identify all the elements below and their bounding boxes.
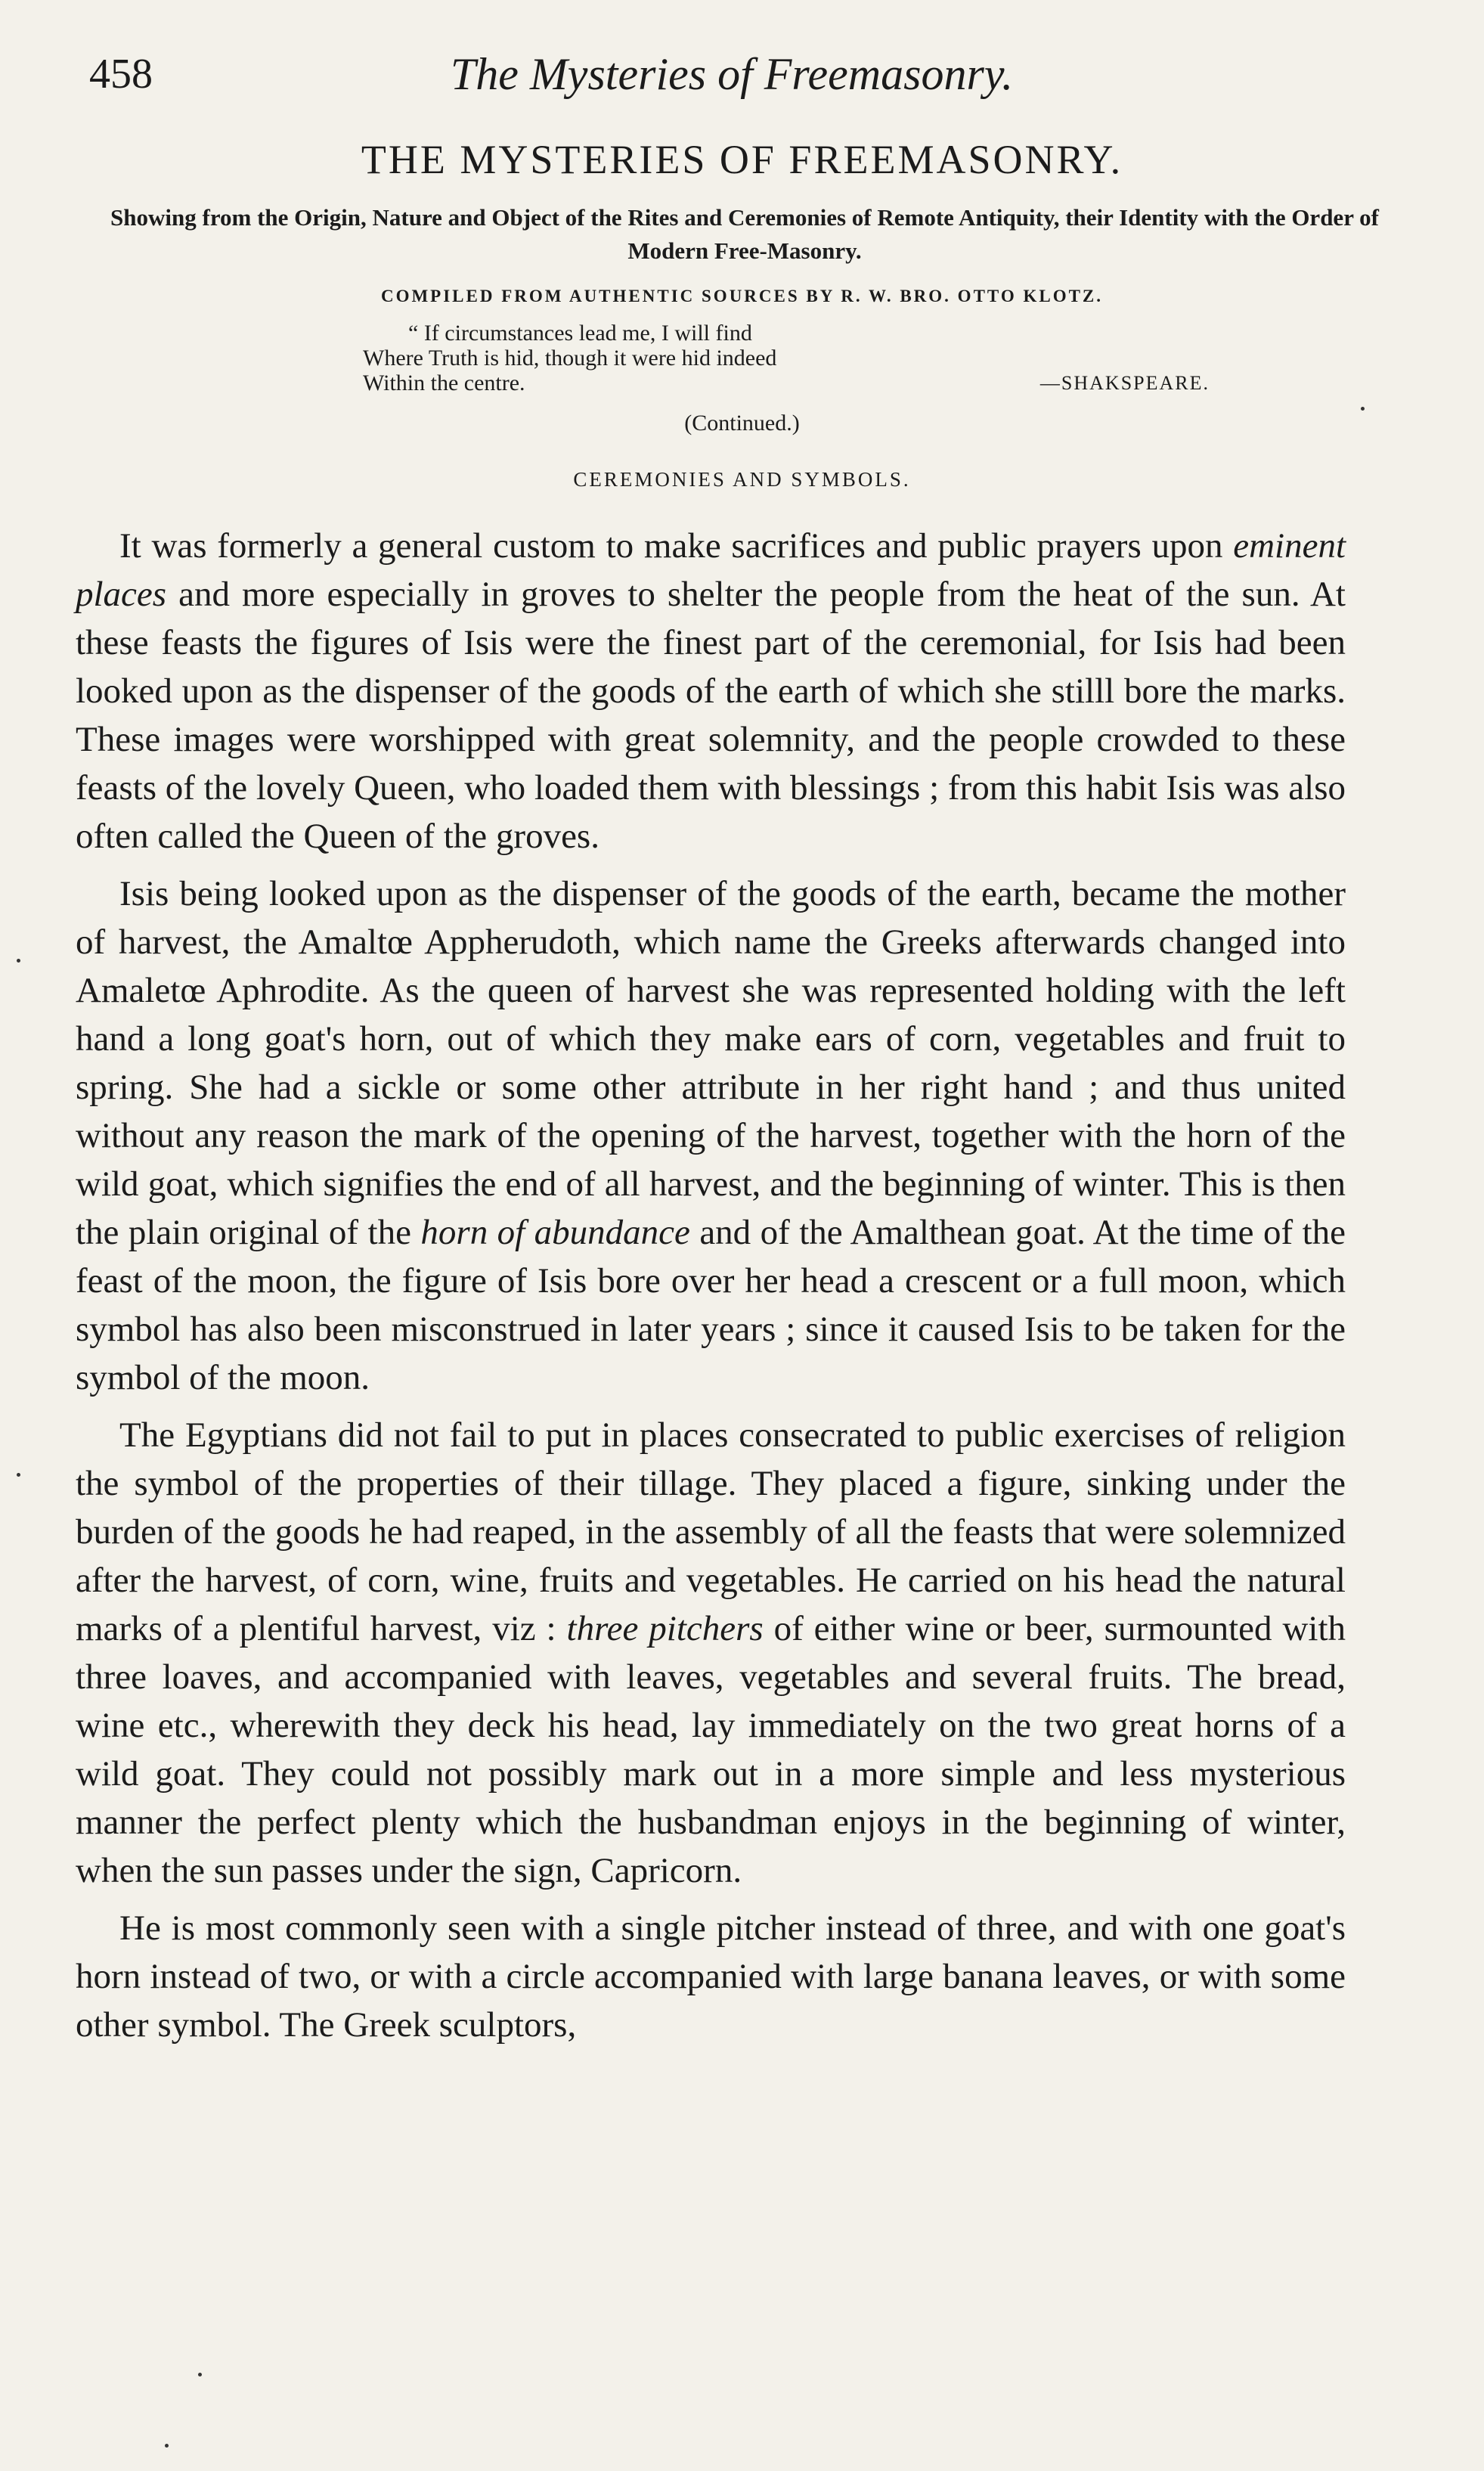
epigraph-line-1: “ If circumstances lead me, I will find	[408, 321, 752, 346]
paragraph-2-text-a: Isis being looked upon as the dispenser of the goods of the earth, became the mother of harvest, the Amaltœ Appherudoth, which name the Greeks afterwards changed into Amaletœ Aphrodite. As the queen of harvest she was represented holding with the left hand a long goat's horn, out of which they make ears of corn, vegetables and fruit to spring. She had a sickle or some other attribute in her right hand ; and thus united without any reason the mark of the opening of the harvest, together with the horn of the wild goat, which signifies the end of all harvest, and the beginning of winter. This is then the plain original of the	[76, 874, 1346, 1252]
paragraph-2-italic: horn of abundance	[420, 1213, 690, 1252]
paragraph-1-text-c: and more especially in groves to shelter the people from the heat of the sun. At these feasts the figures of Isis were the finest part of the ceremonial, for Isis had been looked upon as the dispenser of the goods of the earth of which she stilll bore the marks. These images were worshipped with great solemnity, and the people crowded to these feasts of the lovely Queen, who loaded them with blessings ; from this habit Isis was also often called the Queen of the groves.	[76, 575, 1346, 856]
scan-speck	[17, 1473, 20, 1477]
article-body	[76, 522, 1346, 2058]
epigraph-last-row	[363, 370, 1210, 395]
section-heading: CEREMONIES AND SYMBOLS.	[573, 468, 911, 491]
article-title: THE MYSTERIES OF FREEMASONRY.	[361, 137, 1123, 182]
paragraph-2	[76, 870, 1346, 1402]
running-title: The Mysteries of Freemasonry.	[450, 49, 1014, 99]
paragraph-3-text-c: of either wine or beer, surmounted with three loaves, and accompanied with leaves, vegetables and several fruits. The bread, wine etc., wherewith they deck his head, lay immediately on the two great horns of a wild goat. They could not possibly mark out in a more simple and less mysterious manner the perfect plenty which the husbandman enjoys in the beginning of winter, when the sun passes under the sign, Capricorn.	[76, 1609, 1346, 1890]
paragraph-2-text-c: and of the Amalthean goat. At the time of the feast of the moon, the figure of Isis bore over her head a crescent or a full moon, which symbol has also been misconstrued in later years ; since it caused Isis to be taken for the symbol of the moon.	[76, 1213, 1346, 1397]
epigraph-line-3: Within the centre.	[363, 370, 525, 395]
compiler-credit: COMPILED FROM AUTHENTIC SOURCES BY R. W. BRO. OTTO KLOTZ.	[380, 287, 1104, 305]
paragraph-3-italic: three pitchers	[566, 1609, 764, 1648]
epigraph	[363, 321, 1210, 395]
paragraph-1-text-a: It was formerly a general custom to make sacrifices and public prayers upon	[119, 526, 1234, 566]
scan-speck	[17, 959, 20, 963]
epigraph-attribution: —SHAKSPEARE.	[1039, 372, 1210, 394]
running-head	[89, 44, 1374, 104]
paragraph-3	[76, 1411, 1346, 1895]
page-number: 458	[89, 51, 153, 98]
paragraph-1-italic: eminent places	[76, 526, 1346, 614]
scan-speck	[198, 2373, 202, 2376]
paragraph-4	[76, 1904, 1346, 2049]
scan-speck	[1361, 407, 1365, 411]
paragraph-1	[76, 522, 1346, 860]
paragraph-3-text-a: The Egyptians did not fail to put in places consecrated to public exercises of religion the symbol of the properties of their tillage. They placed a figure, sinking under the burden of the goods he had reaped, in the assembly of all the feasts that were solemnized after the harvest, of corn, wine, fruits and vegetables. He carried on his head the natural marks of a plentiful harvest, viz :	[76, 1415, 1346, 1648]
article-subtitle: Showing from the Origin, Nature and Object of the Rites and Ceremonies of Remote Antiquity, their Identity with the Order of Modern Free-Masonry.	[110, 204, 1379, 264]
continued-note: (Continued.)	[684, 411, 800, 436]
scan-speck	[165, 2444, 169, 2448]
epigraph-line-2: Where Truth is hid, though it were hid indeed	[363, 346, 777, 370]
paragraph-4-text-a: He is most commonly seen with a single pitcher instead of three, and with one goat's horn instead of two, or with a circle accompanied with large banana leaves, or with some other symbol. The Greek sculptors,	[76, 1908, 1346, 2045]
